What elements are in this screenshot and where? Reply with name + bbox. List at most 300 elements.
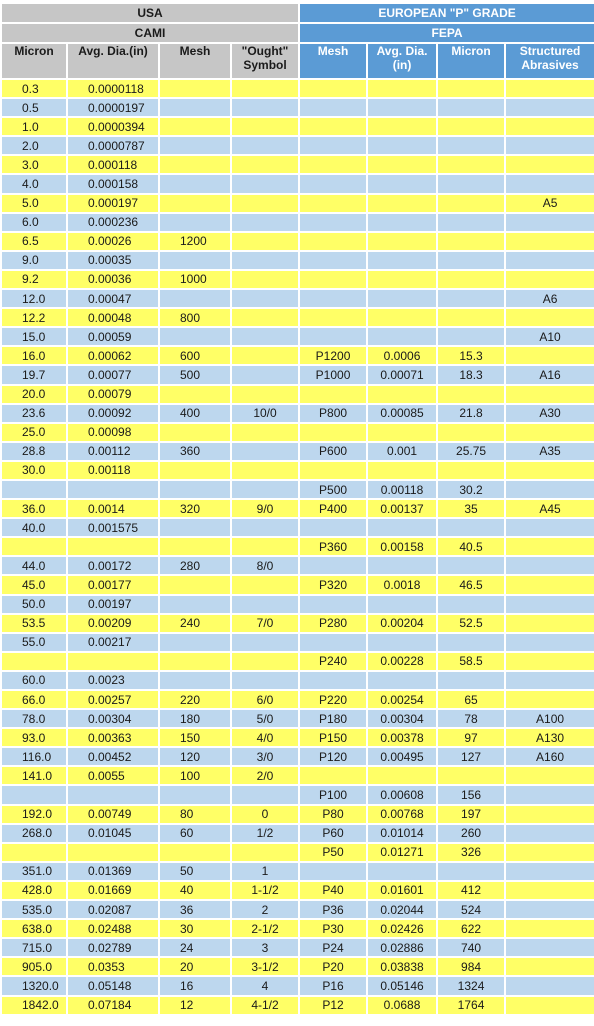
table-cell	[367, 385, 437, 404]
table-cell	[159, 289, 231, 308]
table-cell	[159, 575, 231, 594]
table-cell: 20	[159, 957, 231, 976]
table-cell: 0.0000197	[67, 98, 159, 117]
table-cell: 44.0	[1, 556, 67, 575]
table-cell	[231, 117, 299, 136]
table-cell: P24	[299, 938, 367, 957]
table-cell: 2/0	[231, 766, 299, 785]
table-cell: 10/0	[231, 404, 299, 423]
table-cell	[159, 461, 231, 480]
table-cell: 197	[437, 805, 505, 824]
table-cell: A10	[505, 327, 594, 346]
table-cell	[299, 174, 367, 193]
table-cell	[505, 308, 594, 327]
table-cell: 78	[437, 709, 505, 728]
table-cell	[505, 79, 594, 98]
table-cell: 0.0000394	[67, 117, 159, 136]
table-cell: P40	[299, 881, 367, 900]
table-cell	[505, 136, 594, 155]
table-cell: A16	[505, 365, 594, 384]
table-cell	[367, 117, 437, 136]
table-cell: 0.00608	[367, 785, 437, 804]
european-header: EUROPEAN "P" GRADE	[299, 3, 594, 23]
table-cell: P16	[299, 976, 367, 995]
table-cell	[231, 136, 299, 155]
table-cell: 0.0018	[367, 575, 437, 594]
table-cell: 320	[159, 499, 231, 518]
table-cell: 141.0	[1, 766, 67, 785]
table-cell: 35	[437, 499, 505, 518]
table-cell: 0.00118	[367, 480, 437, 499]
table-cell	[299, 461, 367, 480]
table-row	[1, 518, 594, 537]
table-cell: 0.02886	[367, 938, 437, 957]
table-cell: 0.00098	[67, 423, 159, 442]
table-cell: 0.07184	[67, 996, 159, 1015]
table-cell: 1-1/2	[231, 881, 299, 900]
table-cell	[299, 556, 367, 575]
table-row	[1, 919, 594, 938]
table-cell	[505, 785, 594, 804]
table-cell	[505, 346, 594, 365]
table-cell: P36	[299, 900, 367, 919]
table-cell	[1, 843, 67, 862]
table-row	[1, 671, 594, 690]
table-cell	[159, 251, 231, 270]
table-cell: 360	[159, 442, 231, 461]
table-cell	[159, 327, 231, 346]
table-cell	[505, 98, 594, 117]
table-cell: 23.6	[1, 404, 67, 423]
table-cell: 97	[437, 728, 505, 747]
table-cell: 0.0353	[67, 957, 159, 976]
table-cell: P80	[299, 805, 367, 824]
table-cell: 25.75	[437, 442, 505, 461]
table-cell	[505, 957, 594, 976]
table-cell	[437, 270, 505, 289]
table-cell	[505, 174, 594, 193]
table-cell	[437, 385, 505, 404]
table-cell: 9/0	[231, 499, 299, 518]
table-cell	[505, 862, 594, 881]
table-row	[1, 785, 594, 804]
table-cell: 30.2	[437, 480, 505, 499]
table-cell: 0.01669	[67, 881, 159, 900]
table-cell	[367, 98, 437, 117]
table-cell	[231, 79, 299, 98]
table-cell	[367, 174, 437, 193]
table-cell: 6.5	[1, 232, 67, 251]
table-row	[1, 251, 594, 270]
table-row	[1, 957, 594, 976]
table-cell: P320	[299, 575, 367, 594]
table-cell: P500	[299, 480, 367, 499]
table-cell	[437, 289, 505, 308]
table-cell	[505, 843, 594, 862]
table-cell	[505, 919, 594, 938]
fepa-header: FEPA	[299, 23, 594, 43]
table-cell: 3/0	[231, 747, 299, 766]
table-cell: 0.0000787	[67, 136, 159, 155]
table-cell: 0.01014	[367, 824, 437, 843]
table-cell	[437, 766, 505, 785]
table-cell: 0.00257	[67, 690, 159, 709]
table-cell: 0.001	[367, 442, 437, 461]
table-cell: A45	[505, 499, 594, 518]
table-cell: A35	[505, 442, 594, 461]
table-cell	[231, 785, 299, 804]
table-cell	[231, 843, 299, 862]
table-cell: 1200	[159, 232, 231, 251]
table-cell	[299, 270, 367, 289]
table-cell	[231, 518, 299, 537]
table-cell: P1200	[299, 346, 367, 365]
table-cell	[367, 232, 437, 251]
table-cell	[159, 423, 231, 442]
table-row	[1, 709, 594, 728]
table-cell: 535.0	[1, 900, 67, 919]
table-cell	[299, 308, 367, 327]
table-cell: 0.0023	[67, 671, 159, 690]
table-cell	[367, 289, 437, 308]
table-cell: 1/2	[231, 824, 299, 843]
table-cell	[505, 556, 594, 575]
table-cell: 58.5	[437, 652, 505, 671]
table-row	[1, 442, 594, 461]
col-header-mesh-usa: Mesh	[159, 43, 231, 79]
table-cell: 0.02488	[67, 919, 159, 938]
table-cell: 0.01601	[367, 881, 437, 900]
table-cell: P280	[299, 614, 367, 633]
table-cell	[159, 843, 231, 862]
table-cell: 50	[159, 862, 231, 881]
table-cell	[367, 461, 437, 480]
table-cell: 4.0	[1, 174, 67, 193]
table-cell: 0.00062	[67, 346, 159, 365]
table-cell	[159, 595, 231, 614]
table-cell: 0.5	[1, 98, 67, 117]
table-cell	[505, 423, 594, 442]
table-cell: 12.0	[1, 289, 67, 308]
table-cell	[505, 213, 594, 232]
table-cell	[231, 652, 299, 671]
table-cell: 0.000236	[67, 213, 159, 232]
table-cell: 12	[159, 996, 231, 1015]
table-row	[1, 690, 594, 709]
table-cell: 240	[159, 614, 231, 633]
table-cell: 0.02087	[67, 900, 159, 919]
table-cell	[437, 518, 505, 537]
table-cell: 0.02044	[367, 900, 437, 919]
table-cell	[1, 652, 67, 671]
table-cell: 60	[159, 824, 231, 843]
table-cell: 52.5	[437, 614, 505, 633]
table-cell: 12.2	[1, 308, 67, 327]
table-cell	[231, 575, 299, 594]
table-cell	[437, 461, 505, 480]
table-cell: 0.02789	[67, 938, 159, 957]
table-cell: A160	[505, 747, 594, 766]
table-cell: 0.00749	[67, 805, 159, 824]
table-cell	[159, 213, 231, 232]
table-cell	[159, 194, 231, 213]
table-cell: 4/0	[231, 728, 299, 747]
table-cell	[231, 308, 299, 327]
table-cell: A130	[505, 728, 594, 747]
table-cell: 600	[159, 346, 231, 365]
table-row	[1, 537, 594, 556]
table-cell	[299, 385, 367, 404]
table-cell: P800	[299, 404, 367, 423]
table-cell	[437, 136, 505, 155]
table-cell	[231, 270, 299, 289]
table-cell: 0.05146	[367, 976, 437, 995]
cami-header: CAMI	[1, 23, 299, 43]
table-cell	[437, 595, 505, 614]
table-cell	[299, 117, 367, 136]
table-cell: 0.00077	[67, 365, 159, 384]
table-cell	[505, 575, 594, 594]
table-cell: 0.0000118	[67, 79, 159, 98]
table-cell	[231, 385, 299, 404]
table-cell: 1000	[159, 270, 231, 289]
table-cell: 0.00378	[367, 728, 437, 747]
table-cell	[1, 785, 67, 804]
table-cell	[437, 327, 505, 346]
table-cell: 7/0	[231, 614, 299, 633]
table-cell	[505, 900, 594, 919]
table-cell: 0.00112	[67, 442, 159, 461]
table-cell: 46.5	[437, 575, 505, 594]
table-cell	[231, 232, 299, 251]
table-cell: 1	[231, 862, 299, 881]
table-cell: 40.5	[437, 537, 505, 556]
table-cell	[505, 537, 594, 556]
table-cell: 24	[159, 938, 231, 957]
table-cell	[231, 174, 299, 193]
table-cell: 0.00158	[367, 537, 437, 556]
table-cell	[367, 423, 437, 442]
table-cell: 0.00048	[67, 308, 159, 327]
table-cell: 622	[437, 919, 505, 938]
table-cell	[505, 614, 594, 633]
table-cell	[299, 194, 367, 213]
table-cell: P360	[299, 537, 367, 556]
table-cell	[367, 213, 437, 232]
table-row	[1, 174, 594, 193]
table-row	[1, 117, 594, 136]
table-cell: 20.0	[1, 385, 67, 404]
table-cell: 2	[231, 900, 299, 919]
table-cell	[437, 251, 505, 270]
table-cell: 0.01369	[67, 862, 159, 881]
table-cell: P1000	[299, 365, 367, 384]
table-cell: 0.00304	[367, 709, 437, 728]
table-cell: 0.0006	[367, 346, 437, 365]
table-cell: 0.00452	[67, 747, 159, 766]
col-header-avg-dia-eu: Avg. Dia.(in)	[367, 43, 437, 79]
table-cell	[299, 518, 367, 537]
grit-conversion-table	[0, 2, 594, 1016]
table-cell: 0.00363	[67, 728, 159, 747]
table-cell: 3	[231, 938, 299, 957]
table-cell: 36.0	[1, 499, 67, 518]
table-cell: 36	[159, 900, 231, 919]
table-cell: 65	[437, 690, 505, 709]
table-cell: 45.0	[1, 575, 67, 594]
table-cell	[367, 556, 437, 575]
table-cell: 21.8	[437, 404, 505, 423]
table-cell: 0.000118	[67, 155, 159, 174]
table-cell: 260	[437, 824, 505, 843]
table-cell	[505, 766, 594, 785]
table-cell: 0.00204	[367, 614, 437, 633]
table-cell	[67, 785, 159, 804]
table-cell	[367, 327, 437, 346]
table-row	[1, 575, 594, 594]
table-cell	[231, 423, 299, 442]
table-cell: 0.00254	[367, 690, 437, 709]
table-cell	[159, 480, 231, 499]
table-cell: 0.00059	[67, 327, 159, 346]
table-cell	[505, 270, 594, 289]
table-cell	[67, 843, 159, 862]
table-row	[1, 614, 594, 633]
table-row	[1, 881, 594, 900]
table-cell: 53.5	[1, 614, 67, 633]
table-cell	[437, 213, 505, 232]
table-cell: P12	[299, 996, 367, 1015]
table-cell	[67, 652, 159, 671]
table-cell	[159, 174, 231, 193]
table-row	[1, 652, 594, 671]
table-cell: 30	[159, 919, 231, 938]
table-row	[1, 136, 594, 155]
table-cell: 127	[437, 747, 505, 766]
table-row	[1, 862, 594, 881]
table-cell	[367, 766, 437, 785]
table-cell: 16.0	[1, 346, 67, 365]
table-cell: 0.0055	[67, 766, 159, 785]
table-cell	[67, 537, 159, 556]
table-cell: 0.00228	[367, 652, 437, 671]
table-cell: P150	[299, 728, 367, 747]
table-cell	[437, 174, 505, 193]
table-cell: 3.0	[1, 155, 67, 174]
table-row	[1, 365, 594, 384]
table-row	[1, 633, 594, 652]
table-cell: 1320.0	[1, 976, 67, 995]
table-cell	[231, 346, 299, 365]
table-cell	[231, 289, 299, 308]
table-cell: 0.01045	[67, 824, 159, 843]
table-cell: 25.0	[1, 423, 67, 442]
table-cell	[437, 423, 505, 442]
table-row	[1, 423, 594, 442]
table-cell: 0.00092	[67, 404, 159, 423]
col-header-micron-usa: Micron	[1, 43, 67, 79]
table-cell	[231, 461, 299, 480]
table-cell	[159, 633, 231, 652]
table-row	[1, 805, 594, 824]
table-cell: 638.0	[1, 919, 67, 938]
table-cell: 28.8	[1, 442, 67, 461]
table-cell: 905.0	[1, 957, 67, 976]
table-cell: 0.000197	[67, 194, 159, 213]
table-cell: 2-1/2	[231, 919, 299, 938]
table-cell	[231, 480, 299, 499]
table-cell	[159, 79, 231, 98]
table-cell	[299, 289, 367, 308]
table-cell	[231, 213, 299, 232]
table-cell: 40.0	[1, 518, 67, 537]
table-cell: 100	[159, 766, 231, 785]
table-cell	[367, 308, 437, 327]
table-row	[1, 213, 594, 232]
table-cell	[299, 98, 367, 117]
table-cell	[299, 671, 367, 690]
table-cell	[299, 327, 367, 346]
table-cell: 280	[159, 556, 231, 575]
table-row	[1, 232, 594, 251]
table-cell	[231, 442, 299, 461]
table-cell	[159, 652, 231, 671]
table-cell	[505, 385, 594, 404]
table-cell: 78.0	[1, 709, 67, 728]
table-row	[1, 155, 594, 174]
table-cell	[159, 671, 231, 690]
table-cell: 0	[231, 805, 299, 824]
table-row	[1, 766, 594, 785]
table-row	[1, 595, 594, 614]
table-cell	[231, 537, 299, 556]
table-cell: 268.0	[1, 824, 67, 843]
table-cell	[437, 308, 505, 327]
table-cell: 412	[437, 881, 505, 900]
table-row	[1, 404, 594, 423]
table-cell: 6.0	[1, 213, 67, 232]
table-cell	[505, 461, 594, 480]
table-cell: 0.00085	[367, 404, 437, 423]
table-cell	[505, 232, 594, 251]
table-cell: 4	[231, 976, 299, 995]
table-cell	[367, 862, 437, 881]
table-cell: 1.0	[1, 117, 67, 136]
table-cell: 0.00137	[367, 499, 437, 518]
table-cell	[437, 862, 505, 881]
table-cell	[231, 155, 299, 174]
table-cell: 116.0	[1, 747, 67, 766]
table-cell: 0.00047	[67, 289, 159, 308]
table-cell: 120	[159, 747, 231, 766]
table-cell	[1, 480, 67, 499]
table-cell: P600	[299, 442, 367, 461]
table-cell: 40	[159, 881, 231, 900]
table-cell	[505, 881, 594, 900]
table-cell: A5	[505, 194, 594, 213]
table-cell	[367, 270, 437, 289]
table-cell	[367, 595, 437, 614]
table-cell: P220	[299, 690, 367, 709]
table-cell	[505, 671, 594, 690]
table-cell	[159, 385, 231, 404]
table-cell: 0.00172	[67, 556, 159, 575]
table-cell: 9.0	[1, 251, 67, 270]
table-cell: 55.0	[1, 633, 67, 652]
table-cell: 5/0	[231, 709, 299, 728]
table-cell: 18.3	[437, 365, 505, 384]
table-cell: P400	[299, 499, 367, 518]
